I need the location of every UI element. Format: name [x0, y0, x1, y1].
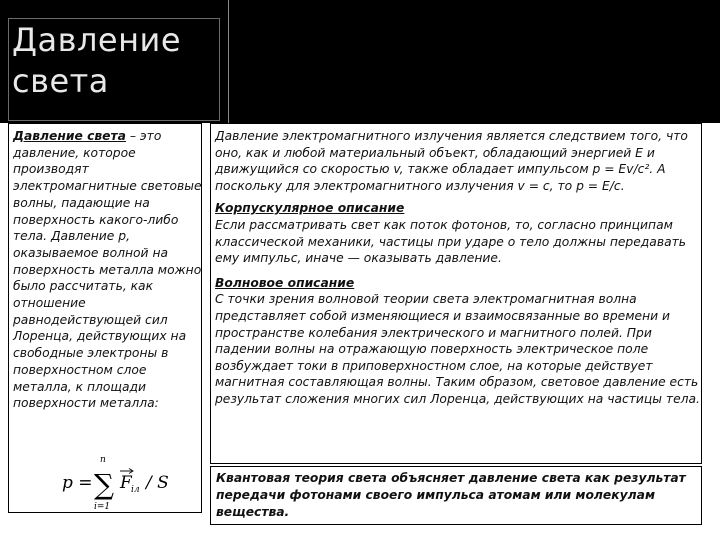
wave-heading: Волновое описание [215, 275, 355, 290]
title-divider [228, 0, 229, 123]
definition-term: Давление света [13, 129, 126, 143]
formula-sigma: ∑ [94, 468, 114, 501]
wave-paragraph: С точки зрения волновой теории света электромагнитная волна представляет собой изменяющиеся и взаимосвязанные во времени и пространстве колебания электрического и магнитного полей. При падении волны на отражающую поверхность электрическое поле возбуждает токи в приповерхностном слое, на которые действует магнитная составляющая волны. Таким образом, световое давление есть результат сложения многих сил Лоренца, действующих на частицы тела. [215, 292, 700, 406]
formula-sum-bottom: i=1 [94, 502, 111, 512]
definition-body: – это давление, которое производят электромагнитные световые волны, падающие на поверхность какого-либо тела. Давление p, оказываемое волной на поверхность металла можно было рассчитать, как отношение равнодействующей сил Лоренца, действующих на свободные электроны в поверхностном слое металла, к площади поверхности металла: [13, 129, 202, 411]
corpuscular-paragraph: Если рассматривать свет как поток фотонов, то, согласно принципам классической механики, частицы при ударе о тело должны передавать ему импульс, иначе — оказывать давление. [215, 217, 687, 266]
formula-sum-top: n [100, 455, 106, 465]
intro-paragraph: Давление электромагнитного излучения является следствием того, что оно, как и любой материальный объект, обладающий энергией E и движущийся со скоростью v, также обладает импульсом p = Ev/c². А поскольку для электромагнитного излучения v = c, то p = E/c. [215, 129, 688, 193]
formula-subscript: iл [131, 485, 140, 495]
corpuscular-heading: Корпускулярное описание [215, 201, 405, 216]
formula-lhs: p = [62, 473, 93, 493]
explanation-text [215, 128, 700, 408]
definition-text [13, 128, 205, 412]
pressure-formula [58, 452, 188, 512]
formula-force: F [120, 473, 132, 493]
formula-rhs: / S [146, 473, 169, 493]
slide-title: Давление света [12, 21, 182, 100]
quantum-paragraph: Квантовая теория света объясняет давление света как результат передачи фотонами своего импульса атомам или молекулам вещества. [216, 471, 686, 519]
